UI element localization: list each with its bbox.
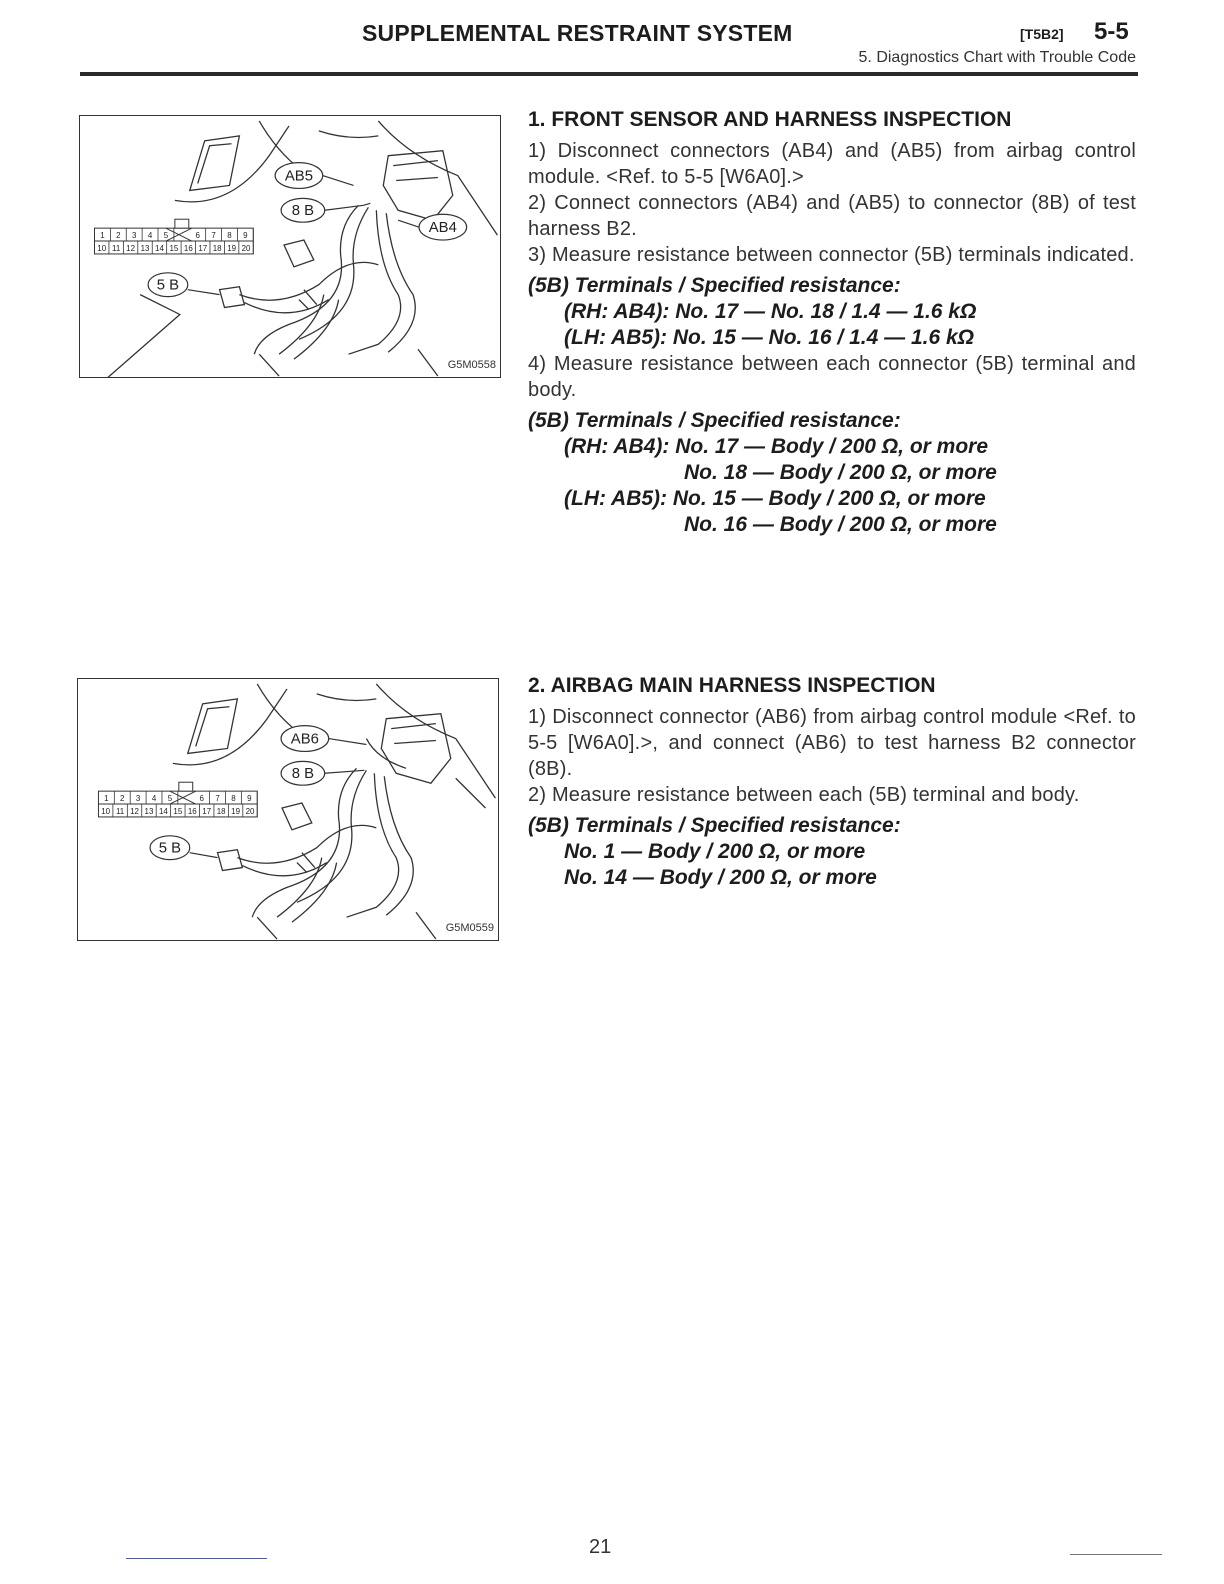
terminal-label: 3 <box>135 794 141 804</box>
step-1: 1) Disconnect connector (AB6) from airbag control module <Ref. to 5-5 [W6A0].>, and connect (AB6) to test harness B2 connector (8B). <box>528 706 1136 780</box>
spec-no14-body: No. 14 — Body / 200 Ω, or more <box>564 866 877 889</box>
section-code: [T5B2] <box>1020 26 1064 42</box>
terminal-label: 19 <box>227 243 237 253</box>
terminal-label: 20 <box>245 806 255 816</box>
terminal-label: 20 <box>241 243 251 253</box>
terminal-label: 8 <box>227 231 232 241</box>
spec-title: (5B) Terminals / Specified resistance: <box>528 814 901 837</box>
label-5b: 5 B <box>156 277 180 294</box>
terminal-label: 19 <box>231 806 240 816</box>
page-number: 21 <box>589 1536 612 1558</box>
step-4: 4) Measure resistance between each connector (5B) terminal and body. <box>528 353 1136 401</box>
step-2: 2) Connect connectors (AB4) and (AB5) to connector (8B) of test harness B2. <box>528 192 1136 240</box>
footer-dash <box>1070 1554 1162 1555</box>
figure-front-sensor-harness <box>79 115 501 378</box>
terminal-label: 14 <box>155 243 164 253</box>
spec-no1-body: No. 1 — Body / 200 Ω, or more <box>564 840 866 863</box>
terminal-label: 9 <box>247 794 252 804</box>
label-ab6: AB6 <box>290 731 319 748</box>
spec-lh-body-16: No. 16 — Body / 200 Ω, or more <box>684 513 997 536</box>
label-8b: 8 B <box>291 766 315 783</box>
section-heading: 2. AIRBAG MAIN HARNESS INSPECTION <box>528 674 936 697</box>
terminal-label: 3 <box>131 231 137 241</box>
terminal-label: 7 <box>215 794 220 804</box>
terminal-label: 18 <box>212 243 222 253</box>
terminal-label: 17 <box>202 806 212 816</box>
terminal-label: 7 <box>211 231 216 241</box>
terminal-label: 12 <box>126 243 135 253</box>
footer-link-line <box>126 1558 267 1559</box>
page-title: SUPPLEMENTAL RESTRAINT SYSTEM <box>362 20 793 46</box>
terminal-label: 8 <box>231 794 236 804</box>
terminal-label: 11 <box>115 806 125 816</box>
step-2: 2) Measure resistance between each (5B) terminal and body. <box>528 784 1080 806</box>
section-heading: 1. FRONT SENSOR AND HARNESS INSPECTION <box>528 108 1012 131</box>
spec-lh-body-15: (LH: AB5): No. 15 — Body / 200 Ω, or more <box>564 487 986 510</box>
figure-airbag-main-harness <box>77 678 499 941</box>
header-rule <box>80 72 1138 76</box>
spec-rh: (RH: AB4): No. 17 — No. 18 / 1.4 — 1.6 kΩ <box>564 300 977 323</box>
step-3: 3) Measure resistance between connector (5B) terminals indicated. <box>528 244 1135 266</box>
label-ab5: AB5 <box>284 168 313 185</box>
figure-code: G5M0558 <box>447 359 496 371</box>
step-1: 1) Disconnect connectors (AB4) and (AB5) from airbag control module. <Ref. to 5-5 [W6A0].> <box>528 140 1136 188</box>
terminal-label: 16 <box>187 806 197 816</box>
terminal-label: 5 <box>163 231 169 241</box>
spec-lh: (LH: AB5): No. 15 — No. 16 / 1.4 — 1.6 kΩ <box>564 326 975 349</box>
harness-diagram-1 <box>80 116 500 377</box>
section-front-sensor <box>528 108 1136 538</box>
spec-title: (5B) Terminals / Specified resistance: <box>528 409 901 432</box>
terminal-label: 1 <box>104 794 109 804</box>
terminal-label: 15 <box>173 806 183 816</box>
terminal-label: 15 <box>169 243 179 253</box>
terminal-label: 5 <box>167 794 173 804</box>
terminal-label: 10 <box>97 243 107 253</box>
spec-title: (5B) Terminals / Specified resistance: <box>528 274 901 297</box>
label-5b: 5 B <box>158 840 182 857</box>
terminal-label: 6 <box>199 794 204 804</box>
terminal-label: 6 <box>195 231 200 241</box>
terminal-label: 13 <box>140 243 150 253</box>
terminal-label: 17 <box>198 243 208 253</box>
label-8b: 8 B <box>291 203 315 220</box>
terminal-label: 11 <box>112 243 121 253</box>
terminal-label: 14 <box>159 806 168 816</box>
terminal-label: 2 <box>120 794 125 804</box>
harness-diagram-2 <box>78 679 498 940</box>
terminal-label: 10 <box>101 806 111 816</box>
spec-rh-body-18: No. 18 — Body / 200 Ω, or more <box>684 461 997 484</box>
terminal-label: 13 <box>144 806 154 816</box>
page-subtitle: 5. Diagnostics Chart with Trouble Code <box>858 49 1136 66</box>
figure-code: G5M0559 <box>445 922 494 934</box>
terminal-label: 9 <box>243 231 248 241</box>
terminal-label: 4 <box>151 794 157 804</box>
terminal-label: 16 <box>183 243 193 253</box>
terminal-label: 12 <box>130 806 139 816</box>
terminal-label: 4 <box>147 231 153 241</box>
terminal-label: 18 <box>216 806 226 816</box>
section-airbag-main-harness <box>528 674 1136 891</box>
label-ab4: AB4 <box>428 220 457 237</box>
terminal-label: 2 <box>116 231 121 241</box>
page-reference: 5-5 <box>1094 18 1129 45</box>
spec-rh-body-17: (RH: AB4): No. 17 — Body / 200 Ω, or more <box>564 435 989 458</box>
terminal-label: 1 <box>100 231 105 241</box>
